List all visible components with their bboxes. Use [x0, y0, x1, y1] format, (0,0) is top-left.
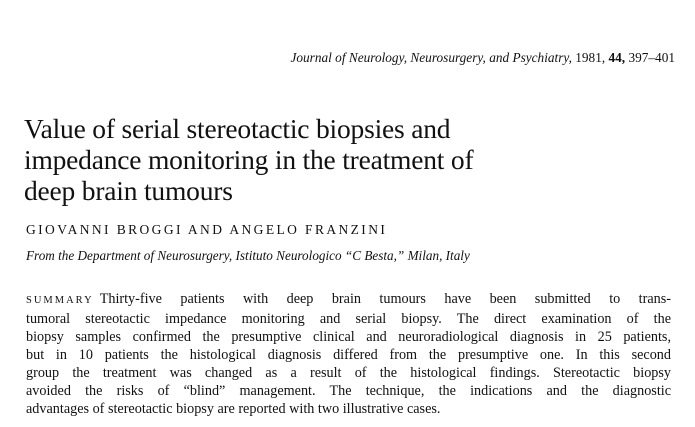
summary-line: advantages of stereotactic biopsy are reported with two illustrative cases.	[26, 401, 441, 417]
summary-line: but in 10 patients the histological diagnosis differed from the presumptive one. In this second	[26, 347, 671, 363]
summary-line: group the treatment was changed as a result of the histological findings. Stereotactic biopsy	[26, 365, 671, 381]
journal-citation	[290, 50, 675, 66]
summary-abstract	[26, 290, 671, 418]
title-line: impedance monitoring in the treatment of	[24, 144, 474, 175]
journal-year: 1981,	[575, 50, 606, 65]
title-line: Value of serial stereotactic biopsies and	[24, 113, 451, 144]
summary-label: SUMMARY	[26, 295, 94, 306]
summary-line: avoided the risks of “blind” management. The technique, the indications and the diagnostic	[26, 383, 671, 399]
summary-line-text: Thirty-five patients with deep brain tumours have been submitted to trans-	[99, 291, 671, 307]
summary-line: biopsy samples confirmed the presumptive clinical and neuroradiological diagnosis in 25 patients,	[26, 329, 671, 345]
journal-pages: 397–401	[628, 50, 675, 65]
summary-line	[26, 290, 671, 310]
author-affiliation: From the Department of Neurosurgery, Istituto Neurologico “C Besta,” Milan, Italy	[26, 248, 470, 263]
article-title	[24, 113, 674, 206]
title-line: deep brain tumours	[24, 175, 233, 206]
journal-volume: 44,	[608, 50, 626, 65]
author-list: GIOVANNI BROGGI AND ANGELO FRANZINI	[26, 222, 388, 237]
summary-line: tumoral stereotactic impedance monitoring and serial biopsy. The direct examination of the	[26, 311, 671, 327]
journal-name: Journal of Neurology, Neurosurgery, and Psychiatry,	[290, 50, 572, 65]
